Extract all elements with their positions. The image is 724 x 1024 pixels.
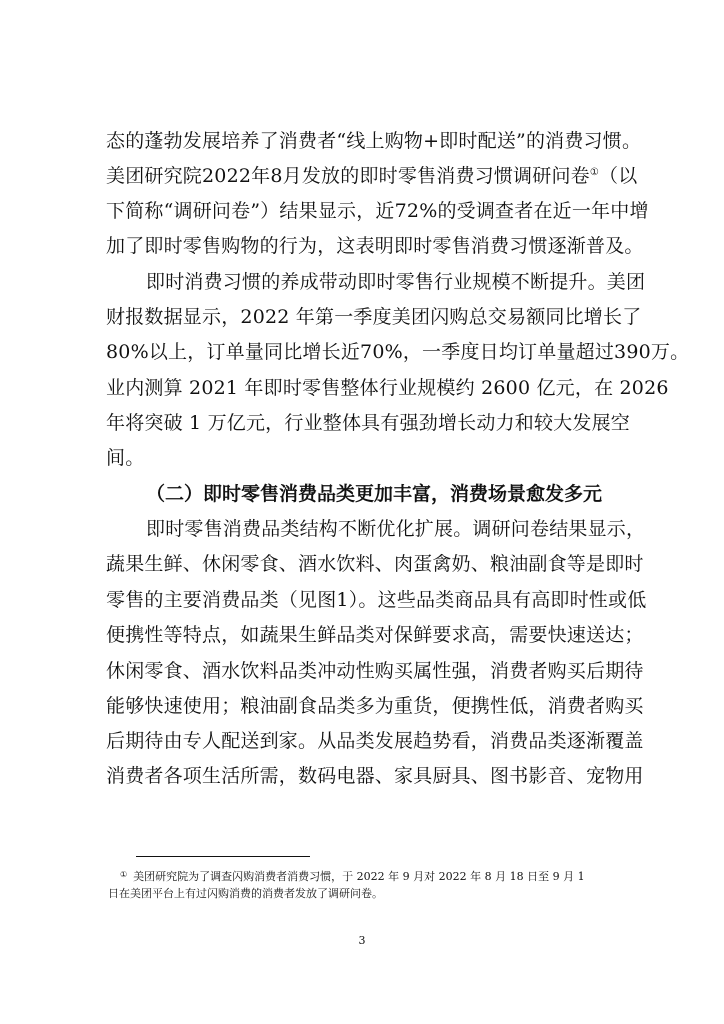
footnote-line <box>120 869 620 885</box>
body-line: 蔬果生鲜、休闲零食、酒水饮料、肉蛋禽奶、粮油副食等是即时 <box>106 553 644 575</box>
body-line: 消费者各项生活所需，数码电器、家具厨具、图书影音、宠物用 <box>106 765 644 787</box>
body-line: 财报数据显示，2022 年第一季度美团闪购总交易额同比增长了 <box>106 306 642 328</box>
body-line: 业内测算 2021 年即时零售整体行业规模约 2600 亿元，在 2026 <box>106 377 669 399</box>
body-line: 下简称“调研问卷”）结果显示，近72%的受调查者在近一年中增 <box>106 200 649 222</box>
body-line <box>106 164 638 188</box>
body-line: 态的蓬勃发展培养了消费者“线上购物+即时配送”的消费习惯。 <box>106 130 642 152</box>
body-line: 年将突破 1 万亿元，行业整体具有强劲增长动力和较大发展空 <box>106 412 630 434</box>
body-line: 后期待由专人配送到家。从品类发展趋势看，消费品类逐渐覆盖 <box>106 730 644 752</box>
body-line: 休闲零食、酒水饮料品类冲动性购买属性强，消费者购买后期待 <box>106 660 644 682</box>
footnote-line: 日在美团平台上有过闪购消费的消费者发放了调研问卷。 <box>108 887 383 900</box>
footnote-reference[interactable]: ① <box>589 167 600 178</box>
body-text: （以 <box>599 165 638 187</box>
body-text: 美团研究院2022年8月发放的即时零售消费习惯调研问卷 <box>106 165 590 187</box>
section-heading: （二）即时零售消费品类更加丰富，消费场景愈发多元 <box>146 483 603 505</box>
footnote-separator <box>136 856 310 857</box>
footnote-mark: ① <box>120 870 128 879</box>
footnote-text: 美团研究院为了调查闪购消费者消费习惯，于 2022 年 9 月对 2022 年 8 月 18 日至 9 月 1 <box>133 870 585 883</box>
body-line: 即时消费习惯的养成带动即时零售行业规模不断提升。美团 <box>146 271 646 293</box>
body-line: 间。 <box>106 447 145 469</box>
page-number: 3 <box>358 934 366 947</box>
body-line: 零售的主要消费品类（见图1）。这些品类商品具有高即时性或低 <box>106 589 647 611</box>
body-line: 加了即时零售购物的行为，这表明即时零售消费习惯逐渐普及。 <box>106 235 644 257</box>
body-line: 80%以上，订单量同比增长近70%，一季度日均订单量超过390万。 <box>106 341 690 363</box>
body-line: 便携性等特点，如蔬果生鲜品类对保鲜要求高，需要快速送达； <box>106 624 644 646</box>
body-line: 即时零售消费品类结构不断优化扩展。调研问卷结果显示， <box>146 518 646 540</box>
body-line: 能够快速使用；粮油副食品类多为重货，便携性低，消费者购买 <box>106 695 644 717</box>
